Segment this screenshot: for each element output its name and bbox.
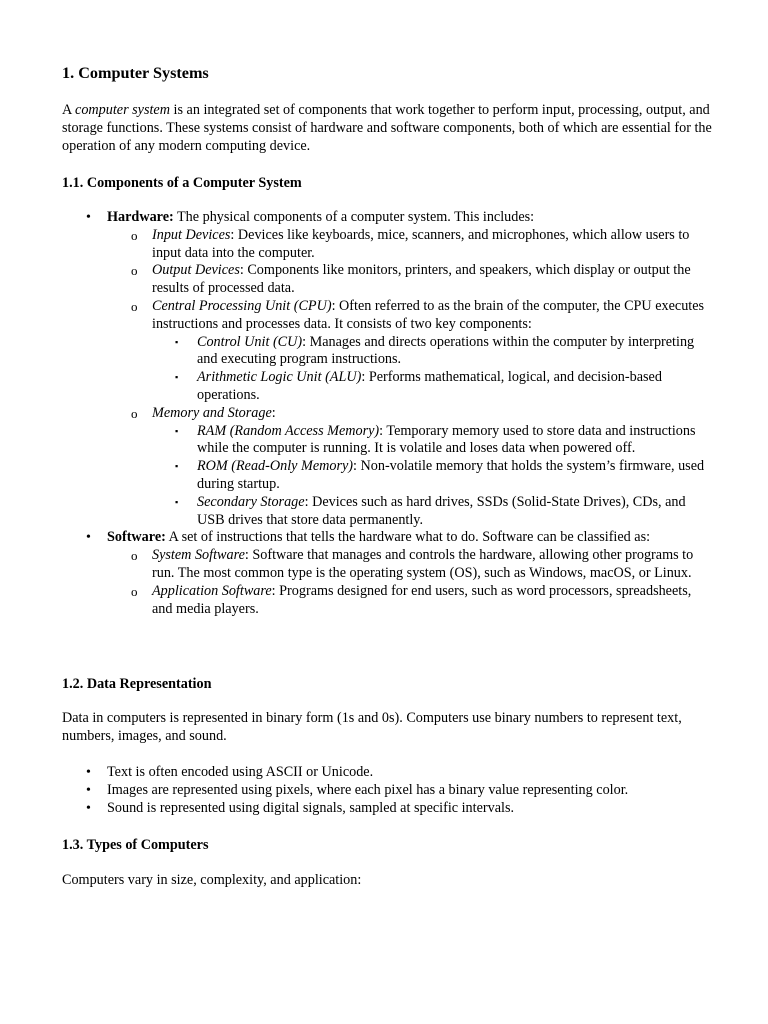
heading-1-1: 1.1. Components of a Computer System — [62, 175, 302, 191]
list-item-control-unit — [62, 334, 712, 370]
item-text: Sound is represented using digital signals, sampled at specific intervals. — [107, 799, 515, 816]
circle-glyph: o — [131, 298, 138, 314]
item-text: : Components like monitors, printers, and speakers, which display or output the results of processed data. — [152, 262, 691, 297]
data-representation-paragraph: Data in computers is represented in binary form (1s and 0s). Computers use binary numbers to represent text, numbers, images, and sound. — [62, 710, 682, 744]
software-text: A set of instructions that tells the hardware what to do. Software can be classified as: — [165, 529, 651, 546]
list-item-ram — [62, 423, 712, 459]
item-term: Control Unit (CU) — [197, 333, 303, 350]
item-term: Arithmetic Logic Unit (ALU) — [197, 369, 362, 386]
list-item-cpu — [62, 298, 712, 334]
data-representation-list — [62, 764, 712, 817]
list-item-input-devices — [62, 227, 712, 263]
item-text: : Devices like keyboards, mice, scanners, and microphones, which allow users to input data into the computer. — [152, 226, 690, 261]
list-item-secondary-storage — [62, 494, 712, 530]
item-text: : Performs mathematical, logical, and decision-based operations. — [197, 369, 662, 403]
square-glyph: ▪ — [175, 372, 179, 383]
heading-1-3: 1.3. Types of Computers — [62, 837, 209, 853]
item-term: Application Software — [152, 582, 272, 599]
item-term: Memory and Storage — [152, 404, 272, 421]
heading-1-2: 1.2. Data Representation — [62, 676, 212, 692]
list-item-software — [62, 529, 712, 547]
circle-glyph: o — [131, 227, 138, 243]
item-term: Output Devices — [152, 262, 240, 279]
item-text: : Programs designed for end users, such as word processors, spreadsheets, and media players. — [152, 582, 692, 617]
item-text: : Software that manages and controls the hardware, allowing other programs to run. The most common type is the operating system (OS), such as Windows, macOS, or Linux. — [152, 547, 694, 581]
item-text: Images are represented using pixels, where each pixel has a binary value representing color. — [107, 781, 629, 798]
software-label: Software: — [107, 529, 166, 546]
bullet-glyph: • — [86, 530, 91, 546]
square-glyph: ▪ — [175, 496, 179, 507]
circle-glyph: o — [131, 405, 138, 421]
item-text: : Manages and directs operations within the computer by interpreting and executing program instructions. — [197, 333, 695, 368]
circle-glyph: o — [131, 548, 138, 564]
list-item — [62, 764, 712, 782]
components-list — [62, 209, 712, 618]
section-title-computer-systems: 1. Computer Systems — [62, 64, 209, 82]
square-glyph: ▪ — [175, 461, 179, 472]
list-item-alu — [62, 369, 712, 405]
bullet-glyph: • — [86, 210, 91, 225]
item-text: : Non-volatile memory that holds the system’s firmware, used during startup. — [197, 458, 705, 492]
circle-glyph: o — [131, 263, 138, 279]
item-term: ROM (Read-Only Memory) — [197, 458, 354, 475]
item-text: : Temporary memory used to store data and instructions while the computer is running. It is volatile and loses data when powered off. — [197, 422, 696, 457]
intro-before: A — [62, 102, 76, 118]
intro-paragraph — [62, 102, 712, 155]
intro-term: computer system — [75, 102, 170, 118]
item-term: System Software — [152, 547, 245, 564]
item-term: Input Devices — [152, 226, 231, 243]
item-text: : — [271, 404, 276, 421]
item-text: Text is often encoded using ASCII or Unicode. — [107, 764, 374, 780]
bullet-glyph: • — [86, 765, 91, 780]
list-item — [62, 782, 712, 800]
list-item-output-devices — [62, 262, 712, 298]
hardware-text: The physical components of a computer system. This includes: — [173, 209, 535, 225]
list-item-rom — [62, 458, 712, 494]
list-item — [62, 800, 712, 818]
bullet-glyph: • — [86, 782, 91, 798]
bullet-glyph: • — [86, 800, 91, 816]
circle-glyph: o — [131, 583, 138, 599]
types-paragraph: Computers vary in size, complexity, and application: — [62, 872, 362, 888]
intro-after: is an integrated set of components that work together to perform input, processing, output, and storage functions. These systems consist of hardware and software components, both of which are essential for the operation of any modern computing device. — [62, 102, 712, 154]
square-glyph: ▪ — [175, 425, 179, 436]
hardware-label: Hardware: — [107, 209, 174, 225]
item-term: Secondary Storage — [197, 493, 305, 510]
item-term: RAM (Random Access Memory) — [197, 422, 380, 439]
list-item-hardware — [62, 209, 712, 227]
square-glyph: ▪ — [175, 336, 179, 347]
item-text: : Devices such as hard drives, SSDs (Solid-State Drives), CDs, and USB drives that store data permanently. — [197, 493, 686, 528]
list-item-application-software — [62, 583, 712, 619]
item-text: : Often referred to as the brain of the computer, the CPU executes instructions and processes data. It consists of two key components: — [152, 297, 705, 332]
list-item-system-software — [62, 547, 712, 583]
item-term: Central Processing Unit (CPU) — [152, 297, 332, 314]
list-item-memory-storage — [62, 405, 712, 423]
